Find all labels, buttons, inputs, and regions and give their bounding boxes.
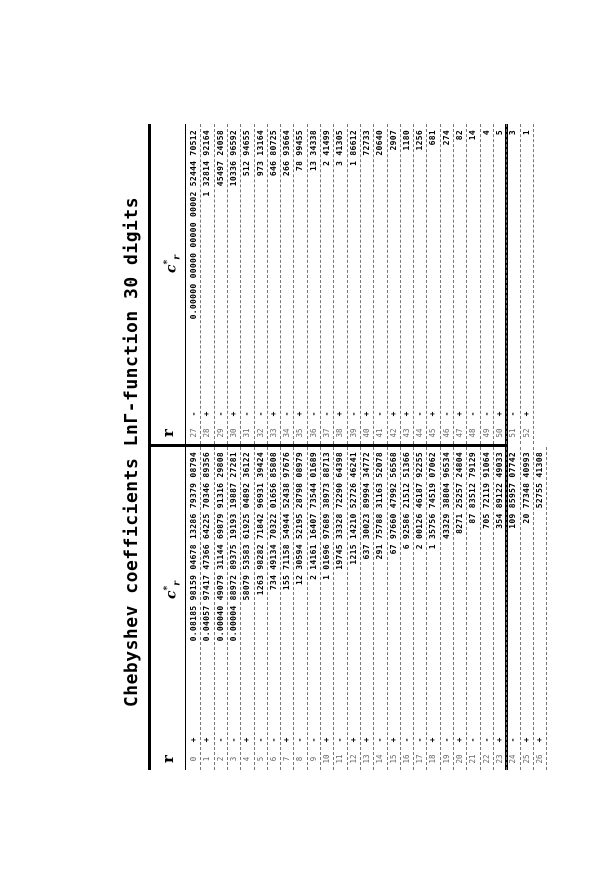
table-row [360,447,373,770]
table-row [200,124,213,444]
table-row [400,447,413,770]
row-coefficient: 274 [441,130,451,146]
row-sign: - [441,737,451,743]
row-index: 28 [202,428,212,438]
row-index: 41 [375,428,385,438]
row-index: 49 [481,428,491,438]
row-sign: + [202,411,212,417]
row-sign: - [468,737,478,743]
row-index: 7 [282,756,292,762]
row-coefficient: 78 99455 [295,130,305,171]
row-index: 20 [455,754,464,764]
row-index: 38 [335,428,345,438]
row-coefficient: 646 80725 [268,130,278,177]
header-c-letter: c [163,590,180,599]
row-index: 2 [215,756,225,762]
row-sign: - [242,411,252,417]
row-coefficient: 512 94655 [242,130,252,177]
row-coefficient: 155 71158 54944 52438 97676 [282,452,292,591]
row-sign: + [242,737,252,743]
row-index: 46 [441,428,451,438]
table-row [333,124,346,444]
table-row [240,447,253,770]
table-row [493,124,506,444]
table-row [307,124,320,444]
row-sign: + [428,411,438,417]
table-top-rule [148,124,151,770]
row-index: 25 [521,754,531,764]
table-row [187,124,200,444]
table-row [214,447,227,770]
table-row [254,124,267,444]
row-sign: + [401,411,411,417]
header-rule-left [185,447,186,770]
row-coefficient: 109 85957 07742 [508,452,518,529]
row-sign: - [308,411,318,417]
table-row [453,447,466,770]
row-index: 21 [468,754,478,764]
row-sign: + [388,411,398,417]
row-sign: + [228,411,238,417]
row-sign: - [268,737,278,743]
table-row [506,447,519,770]
row-sign: - [295,737,305,743]
row-index: 4 [242,756,252,762]
header-r-left: r [159,755,177,763]
row-index: 22 [481,754,491,764]
row-index: 31 [242,428,252,438]
row-sign: + [534,737,544,743]
row-index: 24 [508,754,518,764]
row-index: 42 [388,428,398,438]
row-sign: + [521,737,531,743]
row-coefficient: 72733 [361,130,371,156]
table-row [320,124,333,444]
row-coefficient: 0.00040 49079 31144 69879 91316 29808 [215,452,225,642]
header-c-subscript: r [172,255,183,260]
row-index: 32 [255,428,265,438]
row-sign: - [308,737,318,743]
table-row [227,124,240,444]
row-index: 40 [361,428,371,438]
row-sign: - [282,411,292,417]
table-row [267,447,280,770]
row-index: 36 [308,428,318,438]
row-index: 43 [401,428,411,438]
row-coefficient: 1 [521,130,531,136]
row-coefficient: 681 [428,130,438,146]
table-row [440,447,453,770]
row-coefficient: 266 93664 [282,130,292,177]
row-index: 17 [415,754,425,764]
row-sign: - [335,737,345,743]
table-row [520,124,533,444]
table-row [466,124,479,444]
row-coefficient: 291 75788 31163 52078 [375,452,385,560]
row-sign: - [415,737,425,743]
row-coefficient: 13 34338 [308,130,318,171]
row-sign: + [428,737,438,743]
row-coefficient: 1256 [415,130,425,151]
row-index: 23 [494,754,504,764]
row-sign: - [415,411,425,417]
row-sign: + [202,737,212,743]
header-c-star: * [163,259,173,265]
table-row [493,447,506,770]
row-coefficient: 3 [508,130,518,136]
row-coefficient: 973 13164 [255,130,265,177]
row-index: 10 [322,754,331,764]
table-row [387,447,400,770]
row-index: 16 [401,754,411,764]
row-index: 1 [202,756,212,762]
table-row [466,447,479,770]
header-c-letter: c [163,264,180,273]
row-index: 33 [268,428,278,438]
table-row [373,124,386,444]
row-sign: - [189,411,198,417]
row-coefficient: 20640 [375,130,385,156]
row-sign: + [268,411,278,417]
row-coefficient: 14 [468,130,478,141]
table-row [360,124,373,444]
row-sign: - [255,737,265,743]
table-row [506,124,519,444]
row-coefficient: 67 97660 47992 56568 [388,452,398,555]
row-coefficient: 734 49134 70322 01656 85808 [268,452,278,591]
row-sign: + [322,737,331,743]
row-coefficient: 2907 [388,130,398,151]
row-coefficient: 52755 41308 [534,452,544,509]
row-rule [546,447,547,770]
row-rule [533,124,534,444]
row-index: 47 [455,428,464,438]
row-coefficient: 45497 24058 [215,130,225,187]
row-sign: - [481,411,491,417]
row-sign: - [375,411,385,417]
row-coefficient: 0.04057 97417 47366 64225 70346 89356 [202,452,212,642]
table-row [254,447,267,770]
row-index: 15 [388,754,398,764]
row-sign: - [215,411,225,417]
row-index: 45 [428,428,438,438]
header-r-right: r [159,429,177,437]
table-row [347,447,360,770]
header-coefficient-left [152,450,184,730]
row-sign: + [361,737,371,743]
table-row [533,447,546,770]
row-sign: - [375,737,385,743]
row-sign: + [335,411,345,417]
row-sign: - [228,737,238,743]
row-index: 26 [534,754,544,764]
table-title: Chebyshev coefficients LnΓ-function 30 digits [121,196,142,708]
row-index: 19 [441,754,451,764]
table-row [280,124,293,444]
coefficient-table [148,124,544,770]
row-sign: + [455,737,464,743]
row-coefficient: 58079 53583 61925 04892 36122 [242,452,252,601]
row-coefficient: 10336 96592 [228,130,238,187]
row-sign: - [255,411,265,417]
row-sign: + [494,737,504,743]
table-row [240,124,253,444]
row-index: 12 [348,754,358,764]
row-index: 30 [228,428,238,438]
row-coefficient: 20 77348 40993 [521,452,531,524]
table-row [453,124,466,444]
row-sign: - [468,411,478,417]
table-row [480,124,493,444]
table-row [227,447,240,770]
row-coefficient: 705 72119 91064 [481,452,491,529]
table-row [400,124,413,444]
row-sign: + [282,737,292,743]
row-sign: + [348,737,358,743]
row-index: 44 [415,428,425,438]
row-sign: - [508,737,518,743]
table-row [200,447,213,770]
row-index: 29 [215,428,225,438]
row-index: 35 [295,428,305,438]
header-c-subscript: r [172,581,183,586]
row-index: 3 [228,756,238,762]
table-row [426,447,439,770]
row-sign: - [401,737,411,743]
table-row [347,124,360,444]
table-row [280,447,293,770]
row-coefficient: 637 30023 89994 34772 [361,452,371,560]
table-row [413,447,426,770]
row-index: 5 [255,756,265,762]
row-coefficient: 2 41499 [322,130,331,166]
row-index: 34 [282,428,292,438]
row-coefficient: 4 [481,130,491,136]
row-coefficient: 87 83512 79129 [468,452,478,524]
table-row [307,447,320,770]
row-sign: - [322,411,331,417]
header-coefficient-right [152,124,184,404]
table-row [267,124,280,444]
table-row [293,447,306,770]
row-coefficient: 1 86612 [348,130,358,166]
table-row [426,124,439,444]
row-index: 14 [375,754,385,764]
row-sign: - [508,411,518,417]
row-index: 9 [308,756,318,762]
row-sign: + [361,411,371,417]
row-sign: - [481,737,491,743]
table-row [320,447,333,770]
table-row [373,447,386,770]
table-row [214,124,227,444]
row-coefficient: 0.00000 00000 00000 00002 52444 70512 [189,130,198,320]
row-sign: + [494,411,504,417]
row-sign: - [215,737,225,743]
row-coefficient: 0.08185 98159 04678 13286 79379 08794 [189,452,198,642]
row-coefficient: 1 01696 97689 38973 88713 [322,452,331,580]
row-coefficient: 1 32814 92164 [202,130,212,197]
row-index: 48 [468,428,478,438]
header-c-star: * [163,585,173,591]
row-coefficient: 1 35756 74519 07062 [428,452,438,550]
row-index: 13 [361,754,371,764]
row-coefficient: 8271 25257 24804 [455,452,464,534]
row-coefficient: 1180 [401,130,411,151]
row-coefficient: 1215 14210 52726 46241 [348,452,358,565]
row-index: 6 [268,756,278,762]
row-coefficient: 354 89122 49033 [494,452,504,529]
row-coefficient: 2 00126 46187 92255 [415,452,425,550]
row-coefficient: 6 92586 21512 51366 [401,452,411,550]
row-sign: + [388,737,398,743]
table-row [440,124,453,444]
row-coefficient: 43329 38804 96534 [441,452,451,539]
table-row [293,124,306,444]
row-index: 52 [521,428,531,438]
row-coefficient: 12 30594 52195 28798 08979 [295,452,305,586]
table-row [387,124,400,444]
table-row [413,124,426,444]
row-index: 8 [295,756,305,762]
row-coefficient: 3 41305 [335,130,345,166]
row-index: 18 [428,754,438,764]
row-sign: + [295,411,305,417]
row-sign: + [189,737,198,743]
row-index: 39 [348,428,358,438]
row-index: 37 [322,428,331,438]
row-index: 11 [335,754,345,764]
row-coefficient: 2 14161 16407 73544 01689 [308,452,318,580]
header-rule-right [185,124,186,444]
row-index: 27 [189,428,198,438]
row-coefficient: 1263 98282 71842 96931 39424 [255,452,265,596]
row-coefficient: 0.00004 88972 89375 19193 19887 27281 [228,452,238,642]
row-sign: + [521,411,531,417]
table-row [520,447,533,770]
row-index: 51 [508,428,518,438]
row-index: 0 [189,756,198,762]
row-index: 50 [494,428,504,438]
table-row [333,447,346,770]
row-sign: + [455,411,464,417]
row-coefficient: 5 [494,130,504,136]
row-sign: - [348,411,358,417]
table-row [187,447,200,770]
row-coefficient: 82 [455,130,464,141]
row-sign: - [441,411,451,417]
table-row [480,447,493,770]
row-coefficient: 19745 33328 72290 64398 [335,452,345,570]
